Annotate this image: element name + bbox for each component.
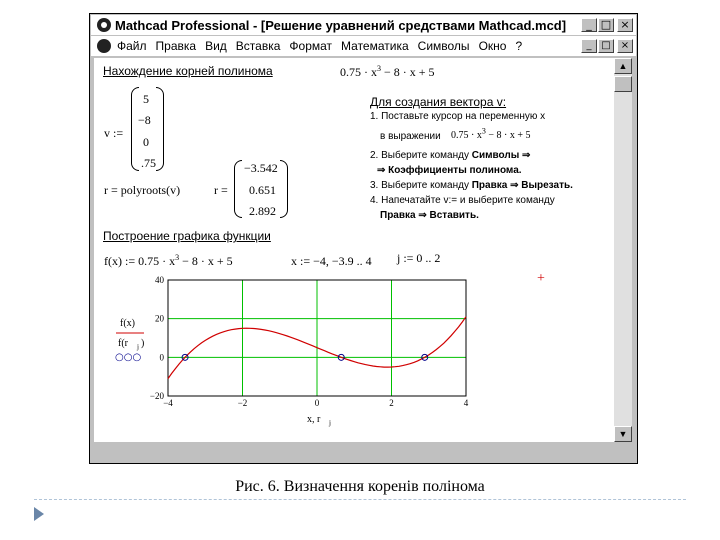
v-element-0[interactable]: 5	[143, 92, 149, 106]
instruction-step-3: 3. Выберите команду Правка ⇒ Вырезать.	[370, 180, 573, 191]
r-element-0: −3.542	[244, 161, 278, 175]
instruction-step-1-cont: в выражении	[380, 131, 441, 142]
scroll-down-button[interactable]: ▼	[614, 426, 632, 442]
menu-math[interactable]: Математика	[341, 39, 409, 53]
y-axis-label-2-sub: j	[137, 343, 139, 351]
y-axis-label-1: f(x)	[120, 318, 135, 329]
v-label: v :=	[104, 126, 124, 140]
mathcad-app-icon[interactable]	[97, 18, 111, 32]
doc-close-button[interactable]: ×	[617, 39, 633, 53]
x-range-definition[interactable]: x := −4, −3.9 .. 4	[291, 254, 372, 268]
close-button[interactable]: ×	[617, 18, 633, 32]
r-label: r =	[214, 183, 228, 197]
menu-bar	[91, 36, 636, 56]
x-tick-label: 0	[314, 398, 320, 408]
menu-help[interactable]: ?	[515, 39, 523, 53]
r-right-paren	[280, 160, 288, 218]
instruction-step-1: 1. Поставьте курсор на переменную x	[370, 111, 546, 122]
y-tick-label: 40	[155, 275, 164, 285]
x-tick-label: 4	[463, 398, 469, 408]
vertical-scrollbar[interactable]	[614, 58, 632, 442]
v-element-1[interactable]: −8	[138, 113, 151, 127]
title-bar	[91, 15, 636, 35]
menu-insert[interactable]: Вставка	[235, 39, 281, 53]
instruction-expression: $0.75 \cdot x^3 - 8 \cdot x + 5$	[451, 126, 531, 141]
minimize-button[interactable]: _	[581, 18, 597, 32]
doc-minimize-button[interactable]: _	[581, 39, 597, 53]
r-definition[interactable]: r = polyroots(v)	[104, 183, 181, 197]
window-title: Mathcad Professional - [Решение уравнений средствами Mathcad.mcd]	[115, 17, 567, 33]
y-axis-legend-markers: ○○○	[115, 352, 142, 363]
x-tick-label: 2	[389, 398, 394, 408]
instruction-step-4: 4. Напечатайте v:= и выберите команду	[370, 195, 555, 206]
caption-separator	[34, 499, 686, 500]
x-tick-label: −4	[163, 398, 173, 408]
horizontal-scrollbar[interactable]	[94, 442, 614, 456]
x-axis-label: x, r	[307, 414, 321, 425]
x-axis-label-sub: j	[329, 419, 331, 427]
figure-caption: Рис. 6. Визначення коренів полінома	[235, 478, 485, 495]
instructions-title: Для создания вектора v:	[370, 95, 507, 109]
menu-window[interactable]: Окно	[478, 39, 507, 53]
bullet-arrow-icon	[34, 507, 44, 521]
r-element-2: 2.892	[249, 204, 276, 218]
doc-restore-button[interactable]: □	[598, 39, 614, 53]
j-range-definition[interactable]: j := 0 .. 2	[397, 251, 441, 265]
y-tick-label: 0	[159, 352, 164, 363]
scroll-thumb[interactable]	[614, 76, 632, 92]
v-element-2[interactable]: 0	[143, 135, 149, 149]
insertion-cursor: +	[537, 271, 545, 286]
v-element-3[interactable]: .75	[141, 156, 156, 170]
menu-view[interactable]: Вид	[205, 39, 227, 53]
menu-edit[interactable]: Правка	[155, 39, 197, 53]
polynomial-expression[interactable]: $0.75 \cdot x^3 - 8 \cdot x + 5$	[340, 64, 435, 79]
r-element-1: 0.651	[249, 183, 276, 197]
v-right-paren	[156, 87, 164, 171]
y-axis-label-2-close: )	[141, 338, 145, 349]
maximize-button[interactable]: □	[598, 18, 614, 32]
heading-find-roots: Нахождение корней полинома	[103, 64, 273, 78]
r-left-paren	[234, 160, 242, 218]
menu-file[interactable]: Файл	[117, 39, 147, 53]
heading-plot-function: Построение графика функции	[103, 229, 271, 243]
y-tick-label: −20	[149, 391, 164, 401]
v-left-paren	[131, 87, 139, 171]
document-icon[interactable]	[97, 39, 111, 53]
function-plot[interactable]	[100, 270, 480, 430]
scroll-up-button[interactable]: ▲	[614, 58, 632, 74]
function-definition[interactable]: f(x) := $0.75 \cdot x^3 - 8 \cdot x + 5$	[104, 253, 233, 268]
instruction-step-2: 2. Выберите команду Символы ⇒	[370, 150, 531, 161]
x-tick-label: −2	[237, 398, 248, 408]
menu-symbolics[interactable]: Символы	[417, 39, 470, 53]
menu-format[interactable]: Формат	[289, 39, 333, 53]
instruction-step-4-cont: Правка ⇒ Вставить.	[380, 210, 479, 221]
y-axis-label-2: f(r	[118, 338, 128, 349]
instruction-step-2-cont: ⇒ Коэффициенты полинома.	[377, 165, 522, 176]
y-tick-label: 20	[155, 313, 164, 324]
